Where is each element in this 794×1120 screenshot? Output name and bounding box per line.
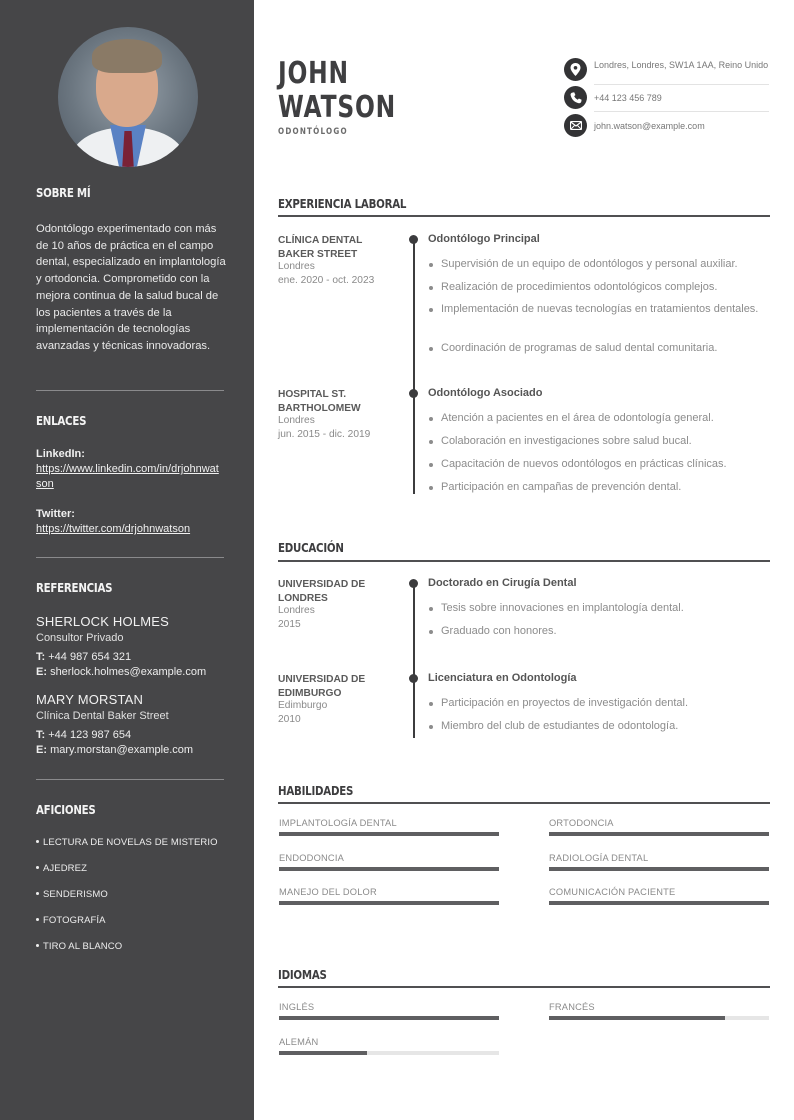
experience-org: HOSPITAL ST. BARTHOLOMEW xyxy=(278,389,361,414)
language-bar-track xyxy=(549,1016,769,1020)
twitter-label: Twitter: xyxy=(36,508,75,520)
language-bar-fill xyxy=(549,1016,725,1020)
email-value: mary.morstan@example.com xyxy=(50,744,194,756)
experience-bullet: Supervisión de un equipo de odontólogos y personal auxiliar. xyxy=(429,257,769,272)
hobby-label: LECTURA DE NOVELAS DE MISTERIO xyxy=(43,837,218,848)
education-timeline xyxy=(413,584,415,738)
skill-bar-fill xyxy=(279,901,499,905)
envelope-icon xyxy=(564,114,587,137)
email-label: E: xyxy=(36,744,47,756)
section-rule xyxy=(278,802,770,804)
reference-name: SHERLOCK HOLMES xyxy=(36,614,170,629)
about-text: Odontólogo experimentado con más de 10 años de práctica en el campo dental, especializado en implantología y ortodoncia. Comprometido con la mejora continua de la salud bucal de los pacientes a través de la implementación de tecnologías avanzadas y técnicas innovadoras. xyxy=(36,223,226,352)
languages-heading: IDIOMAS xyxy=(278,967,327,982)
language-label: FRANCÉS xyxy=(549,1002,595,1012)
skill-label: COMUNICACIÓN PACIENTE xyxy=(549,887,676,897)
photo-hair xyxy=(92,39,162,73)
language-bar-fill xyxy=(279,1016,499,1020)
sidebar xyxy=(0,0,254,1120)
experience-bullet: Coordinación de programas de salud dental comunitaria. xyxy=(429,341,769,356)
section-rule xyxy=(278,560,770,562)
skill-bar-fill xyxy=(279,867,499,871)
skill-label: ENDODONCIA xyxy=(279,852,345,863)
phone-value: +44 987 654 321 xyxy=(48,651,132,663)
reference-phone xyxy=(36,651,131,663)
bullet-icon xyxy=(36,840,39,843)
bullet-icon xyxy=(36,944,39,947)
timeline-dot xyxy=(409,674,418,683)
email-label: E: xyxy=(36,666,47,678)
hobby-label: TIRO AL BLANCO xyxy=(43,941,123,952)
skill-bar-fill xyxy=(549,832,769,836)
experience-bullet: Capacitación de nuevos odontólogos en prácticas clínicas. xyxy=(429,457,769,472)
bullet-icon xyxy=(36,866,39,869)
education-bullet: Miembro del club de estudiantes de odontología. xyxy=(429,719,769,734)
location-pin-icon xyxy=(564,58,587,81)
experience-bullet: Realización de procedimientos odontológicos complejos. xyxy=(429,280,769,295)
skill-label: IMPLANTOLOGÍA DENTAL xyxy=(279,818,397,828)
skill-bar-track xyxy=(549,867,769,871)
section-rule xyxy=(278,215,770,217)
timeline-dot xyxy=(409,389,418,398)
education-bullet: Tesis sobre innovaciones en implantología dental. xyxy=(429,601,769,616)
reference-role: Consultor Privado xyxy=(36,632,124,644)
hobbies-heading: AFICIONES xyxy=(36,802,96,817)
experience-heading: EXPERIENCIA LABORAL xyxy=(278,196,407,211)
skill-bar-track xyxy=(549,901,769,905)
experience-bullet: Participación en campañas de prevención dental. xyxy=(429,480,769,495)
reference-role: Clínica Dental Baker Street xyxy=(36,710,169,722)
phone-label: T: xyxy=(36,729,46,741)
experience-bullet: Colaboración en investigaciones sobre salud bucal. xyxy=(429,434,769,449)
language-bar-track xyxy=(279,1016,499,1020)
skill-bar-track xyxy=(549,832,769,836)
hobby-label: SENDERISMO xyxy=(43,889,108,900)
phone-icon xyxy=(564,86,587,109)
skill-bar-track xyxy=(279,867,499,871)
reference-name: MARY MORSTAN xyxy=(36,692,144,707)
hobby-item xyxy=(36,837,218,848)
timeline-dot xyxy=(409,235,418,244)
language-label: ALEMÁN xyxy=(279,1037,319,1047)
last-name: WATSON xyxy=(278,90,397,125)
profile-photo xyxy=(58,27,198,167)
sidebar-divider xyxy=(36,390,224,391)
sidebar-divider xyxy=(36,557,224,558)
twitter-link[interactable]: https://twitter.com/drjohnwatson xyxy=(36,523,191,535)
experience-bullet: Implementación de nuevas tecnologías en tratamientos dentales. xyxy=(429,302,759,317)
contact-divider xyxy=(594,84,769,85)
language-label: INGLÉS xyxy=(279,1002,315,1012)
education-location: Londres xyxy=(278,605,315,616)
sidebar-divider xyxy=(36,779,224,780)
linkedin-label: LinkedIn: xyxy=(36,448,85,460)
email-text: john.watson@example.com xyxy=(594,121,705,131)
bullet-icon xyxy=(36,892,39,895)
skill-label: MANEJO DEL DOLOR xyxy=(279,887,377,897)
education-org: UNIVERSIDAD DE LONDRES xyxy=(278,579,366,604)
skill-label: RADIOLOGÍA DENTAL xyxy=(549,852,649,863)
education-dates: 2015 xyxy=(278,619,301,630)
reference-email xyxy=(36,744,193,756)
experience-role: Odontólogo Asociado xyxy=(428,387,543,399)
hobby-label: AJEDREZ xyxy=(43,863,87,874)
skill-bar-fill xyxy=(279,832,499,836)
education-degree: Licenciatura en Odontología xyxy=(428,672,577,684)
first-name: JOHN xyxy=(278,56,349,91)
hobby-item xyxy=(36,889,108,900)
phone-value: +44 123 987 654 xyxy=(48,729,132,741)
language-bar-track xyxy=(279,1051,499,1055)
address-text: Londres, Londres, SW1A 1AA, Reino Unido xyxy=(594,60,769,70)
education-bullet: Participación en proyectos de investigación dental. xyxy=(429,696,769,711)
phone-label: T: xyxy=(36,651,46,663)
hobby-item xyxy=(36,941,122,952)
bullet-icon xyxy=(36,918,39,921)
skill-label: ORTODONCIA xyxy=(549,818,614,828)
linkedin-link[interactable]: https://www.linkedin.com/in/drjohnwatson xyxy=(36,463,219,490)
timeline-dot xyxy=(409,579,418,588)
skill-bar-fill xyxy=(549,901,769,905)
skill-bar-track xyxy=(279,901,499,905)
experience-timeline xyxy=(413,240,415,494)
skill-bar-track xyxy=(279,832,499,836)
experience-location: Londres xyxy=(278,261,315,272)
experience-location: Londres xyxy=(278,415,315,426)
education-org: UNIVERSIDAD DE EDIMBURGO xyxy=(278,674,366,699)
contact-divider xyxy=(594,111,769,112)
hobby-item xyxy=(36,915,106,926)
links-heading: ENLACES xyxy=(36,413,87,428)
skills-heading: HABILIDADES xyxy=(278,783,354,798)
phone-text: +44 123 456 789 xyxy=(594,93,662,103)
reference-email xyxy=(36,666,206,678)
experience-org: CLÍNICA DENTAL BAKER STREET xyxy=(278,235,363,260)
reference-phone xyxy=(36,729,131,741)
references-heading: REFERENCIAS xyxy=(36,580,113,595)
job-title: ODONTÓLOGO xyxy=(278,127,348,137)
experience-dates: ene. 2020 - oct. 2023 xyxy=(278,275,375,286)
education-degree: Doctorado en Cirugía Dental xyxy=(428,577,577,589)
education-location: Edimburgo xyxy=(278,700,328,711)
about-heading: SOBRE MÍ xyxy=(36,185,91,200)
education-dates: 2010 xyxy=(278,714,301,725)
email-value: sherlock.holmes@example.com xyxy=(50,666,207,678)
education-heading: EDUCACIÓN xyxy=(278,540,344,555)
language-bar-fill xyxy=(279,1051,367,1055)
skill-bar-fill xyxy=(549,867,769,871)
hobby-label: FOTOGRAFÍA xyxy=(43,915,106,926)
experience-dates: jun. 2015 - dic. 2019 xyxy=(278,429,371,440)
education-bullet: Graduado con honores. xyxy=(429,624,769,639)
experience-role: Odontólogo Principal xyxy=(428,233,540,245)
hobby-item xyxy=(36,863,87,874)
section-rule xyxy=(278,986,770,988)
experience-bullet: Atención a pacientes en el área de odontología general. xyxy=(429,411,769,426)
